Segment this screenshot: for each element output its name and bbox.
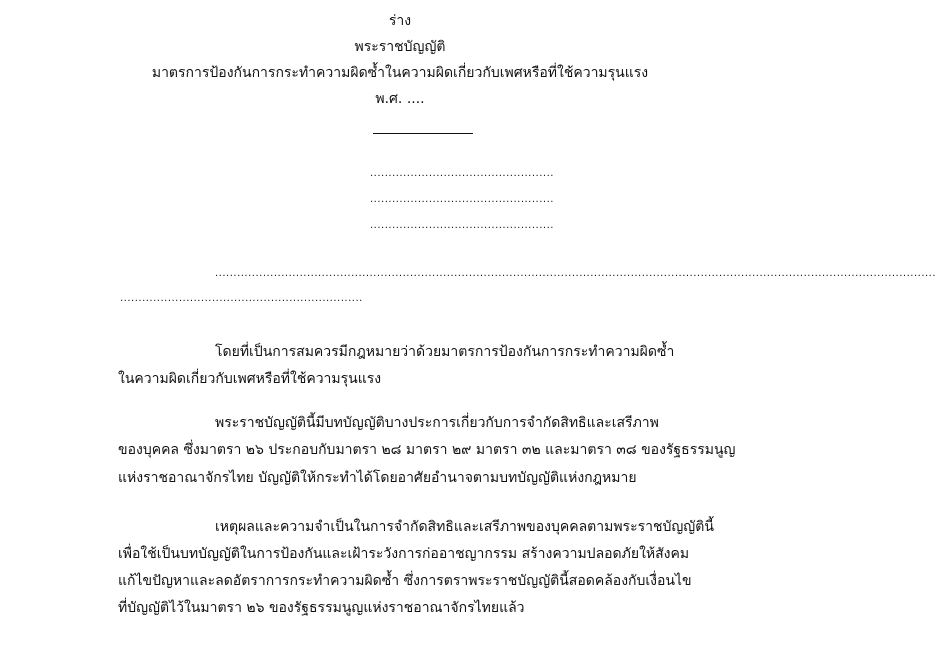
preamble-dots-2: .................................................................. (120, 293, 363, 304)
placeholder-line-2: .................................................. (370, 194, 554, 205)
paragraph-line: เหตุผลและความจำเป็นในการจำกัดสิทธิและเสรีภาพของบุคคลตามพระราชบัญญัตินี้ (215, 519, 714, 535)
preamble-dots-1: .................................................................................................................................................................................................... (215, 268, 936, 279)
year-label: พ.ศ. .... (375, 91, 425, 107)
placeholder-line-1: .................................................. (370, 168, 554, 179)
paragraph-line: แก้ไขปัญหาและลดอัตราการกระทำความผิดซ้ำ ซึ่งการตราพระราชบัญญัตินี้สอดคล้องกับเงื่อนไข (118, 573, 692, 589)
paragraph-line: แห่งราชอาณาจักรไทย บัญญัติให้กระทำได้โดยอาศัยอำนาจตามบทบัญญัติแห่งกฎหมาย (118, 470, 637, 486)
paragraph-line: เพื่อใช้เป็นบทบัญญัติในการป้องกันและเฝ้าระวังการก่ออาชญากรรม สร้างความปลอดภัยให้สังคม (118, 546, 690, 562)
draft-label: ร่าง (388, 13, 412, 29)
paragraph-line: พระราชบัญญัตินี้มีบทบัญญัติบางประการเกี่ยวกับการจำกัดสิทธิและเสรีภาพ (215, 415, 659, 431)
paragraph-line: ของบุคคล ซึ่งมาตรา ๒๖ ประกอบกับมาตรา ๒๘ มาตรา ๒๙ มาตรา ๓๒ และมาตรา ๓๘ ของรัฐธรรมนูญ (118, 442, 736, 458)
act-title: มาตรการป้องกันการกระทำความผิดซ้ำในความผิดเกี่ยวกับเพศหรือที่ใช้ความรุนแรง (151, 65, 649, 81)
paragraph-line: ที่บัญญัติไว้ในมาตรา ๒๖ ของรัฐธรรมนูญแห่งราชอาณาจักรไทยแล้ว (118, 600, 525, 616)
title-divider (373, 133, 473, 134)
placeholder-line-3: .................................................. (370, 220, 554, 231)
act-label: พระราชบัญญัติ (354, 39, 446, 55)
paragraph-line: ในความผิดเกี่ยวกับเพศหรือที่ใช้ความรุนแรง (118, 371, 382, 387)
paragraph-line: โดยที่เป็นการสมควรมีกฎหมายว่าด้วยมาตรการป้องกันการกระทำความผิดซ้ำ (215, 344, 675, 360)
